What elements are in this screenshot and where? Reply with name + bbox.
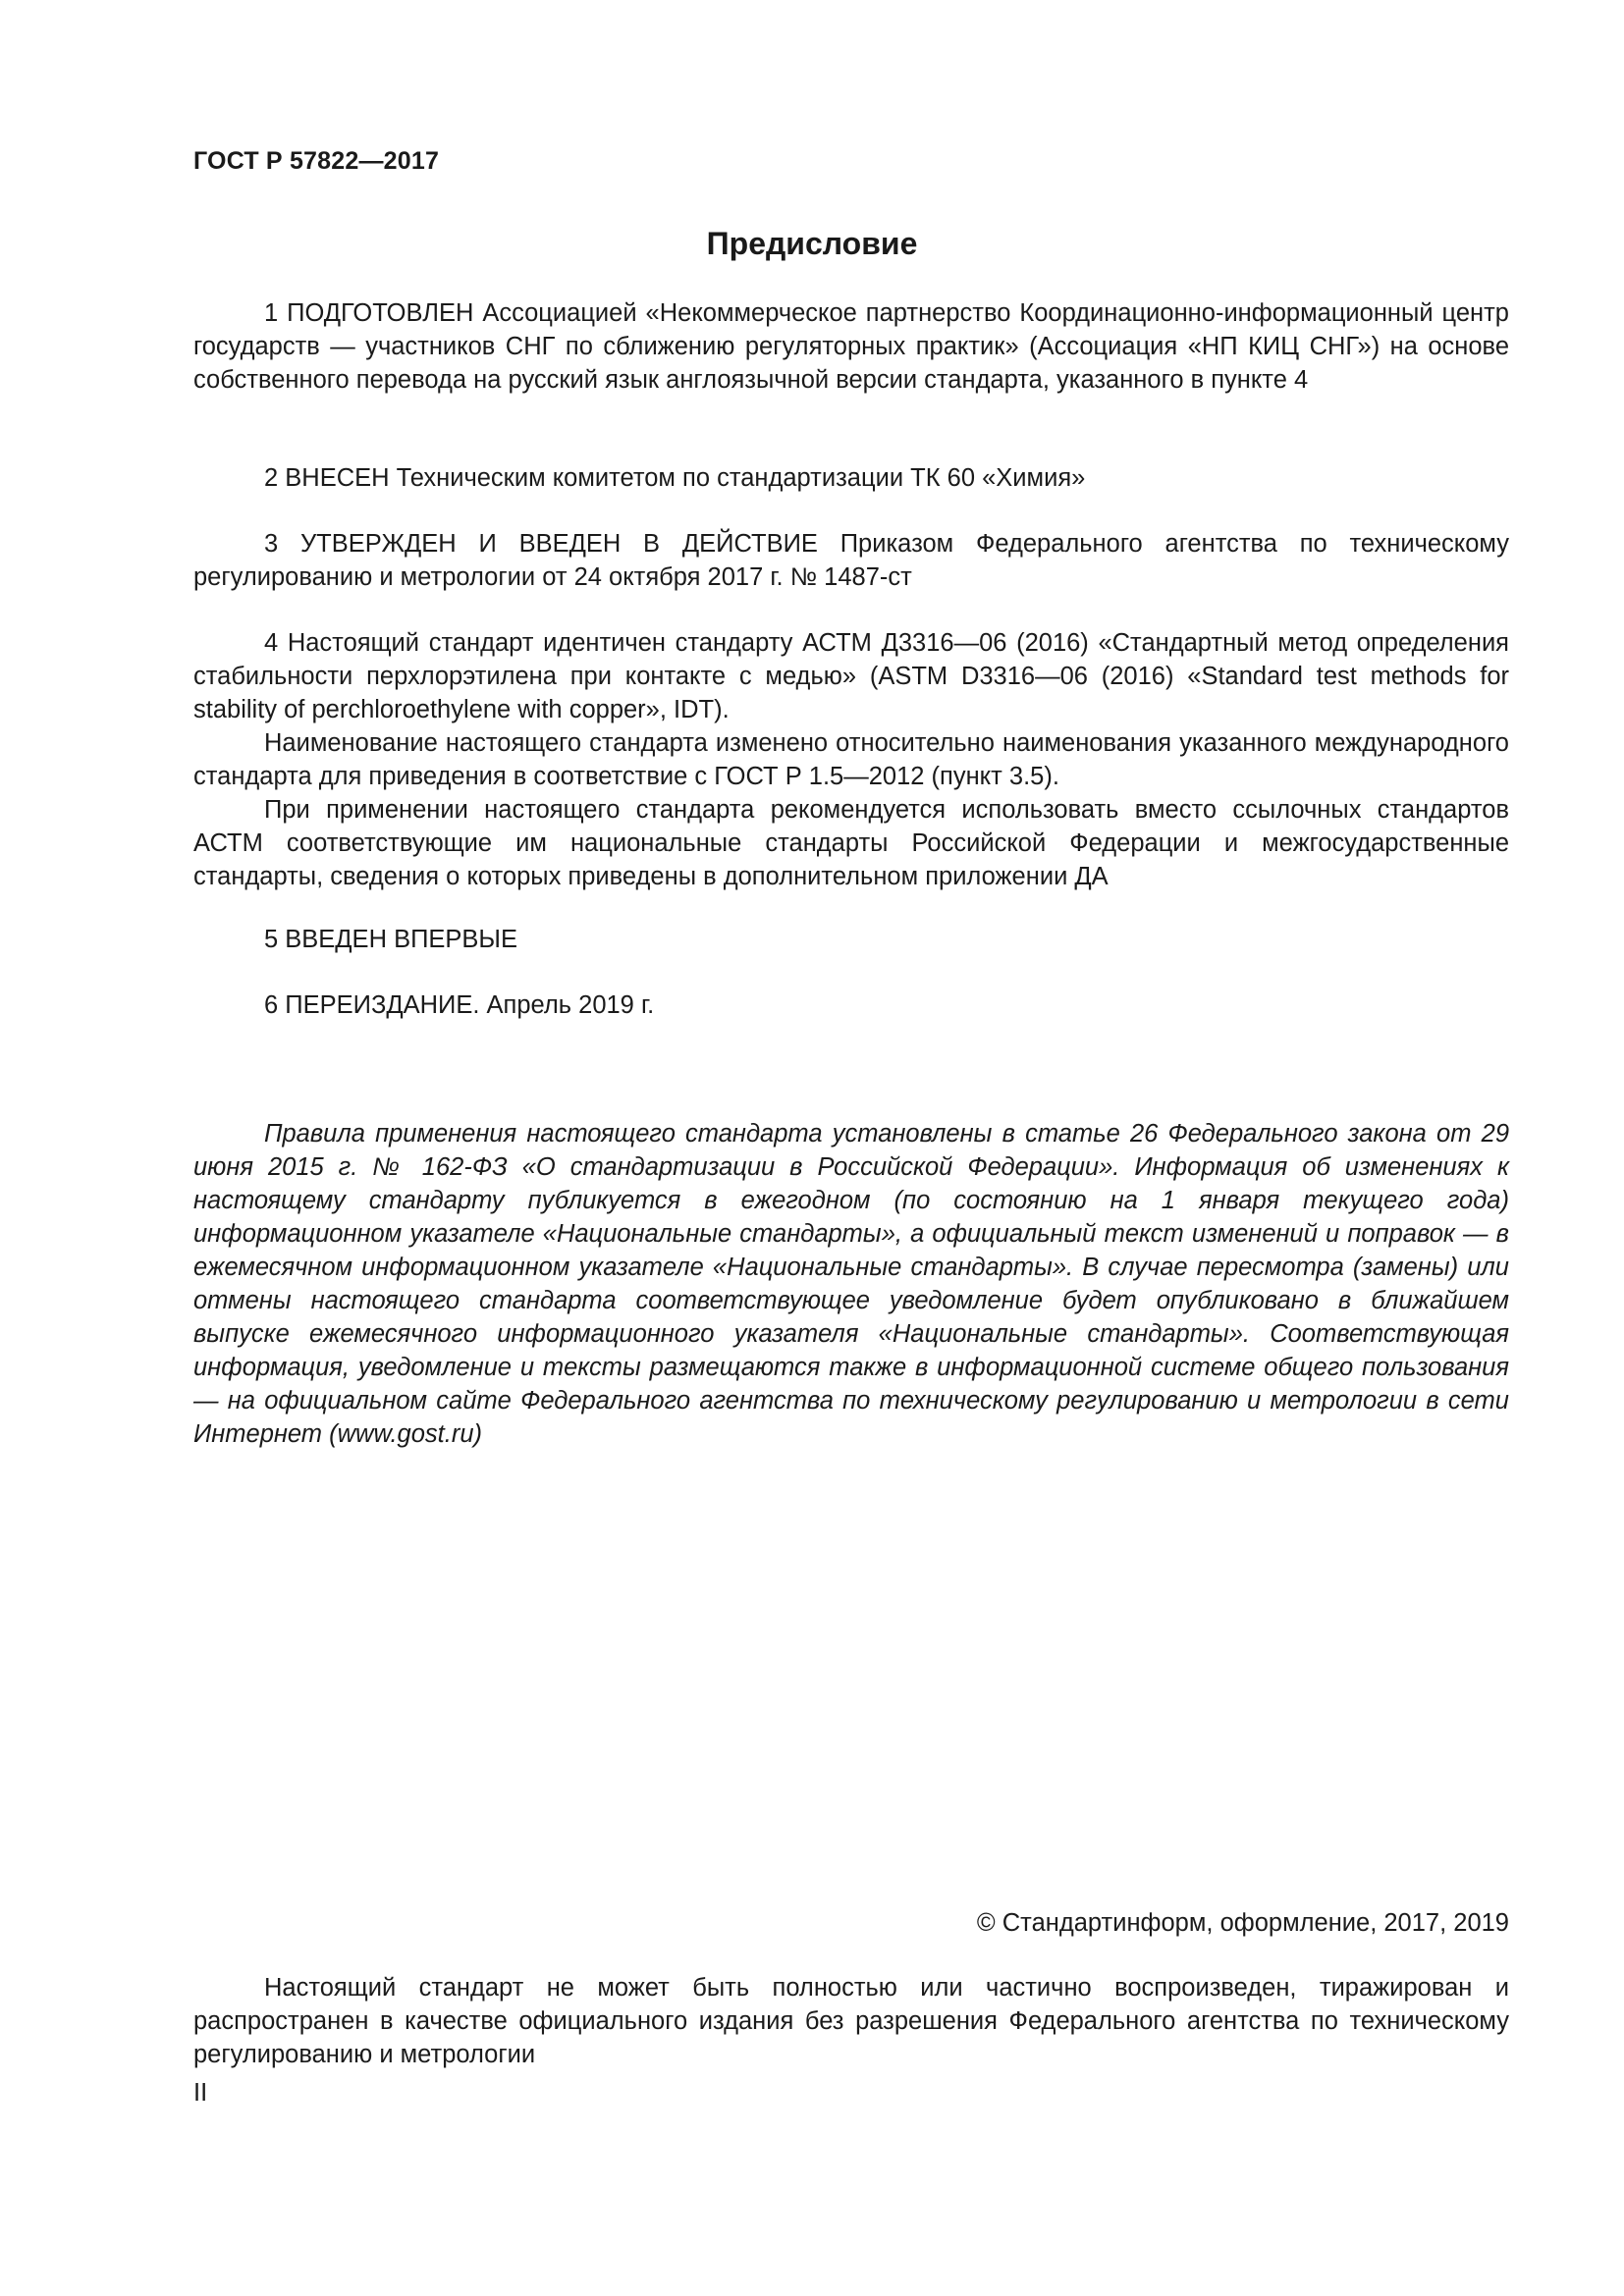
page-number: II — [193, 2079, 208, 2107]
foreword-item-4-paragraph-3: При применении настоящего стандарта рекомендуется использовать вместо ссылочных стандартов АСТМ соответствующие им национальные стандарты Российской Федерации и межгосударственные стандарты, сведения о которых приведены в дополнительном приложении ДА — [193, 796, 1509, 890]
page-title: Предисловие — [706, 226, 918, 261]
copyright-line: © Стандартинформ, оформление, 2017, 2019 — [976, 1909, 1509, 1937]
foreword-item-2-text: 2 ВНЕСЕН Техническим комитетом по стандартизации ТК 60 «Химия» — [264, 464, 1086, 492]
foreword-item-3-text: 3 УТВЕРЖДЕН И ВВЕДЕН В ДЕЙСТВИЕ Приказом Федерального агентства по техническому регулированию и метрологии от 24 октября 2017 г. № 1487-ст — [193, 530, 1509, 591]
application-rules-notice: Правила применения настоящего стандарта установлены в статье 26 Федерального закона от 29 июня 2015 г. № 162-ФЗ «О стандартизации в Российской Федерации». Информация об изменениях к настоящему стандарту публикуется в ежегодном (по состоянию на 1 января текущего года) информационном указателе «Национальные стандарты», а официальный текст изменений и поправок — в ежемесячном информационном указателе «Национальные стандарты». В случае пересмотра (замены) или отмены настоящего стандарта соответствующее уведомление будет опубликовано в ближайшем выпуске ежемесячного информационного указателя «Национальные стандарты». Соответствующая информация, уведомление и тексты размещаются также в информационной системе общего пользования — на официальном сайте Федерального агентства по техническому регулированию и метрологии в сети Интернет (www.gost.ru) — [193, 1120, 1509, 1448]
foreword-item-1 — [193, 296, 1509, 397]
foreword-item-1-text: 1 ПОДГОТОВЛЕН Ассоциацией «Некоммерческое партнерство Координационно-информационный центр государств — участников СНГ по сближению регуляторных практик» (Ассоциация «НП КИЦ СНГ») на основе собственного перевода на русский язык англоязычной версии стандарта, указанного в пункте 4 — [193, 299, 1509, 394]
foreword-item-2 — [193, 461, 1509, 495]
foreword-item-4 — [193, 626, 1509, 893]
foreword-item-5 — [193, 923, 1509, 956]
foreword-item-4-paragraph-1: 4 Настоящий стандарт идентичен стандарту АСТМ Д3316—06 (2016) «Стандартный метод определения стабильности перхлорэтилена при контакте с медью» (ASTM D3316—06 (2016) «Standard test methods for stability of perchloroethylene with copper», IDT). — [193, 629, 1509, 723]
foreword-item-4-paragraph-2: Наименование настоящего стандарта изменено относительно наименования указанного международного стандарта для приведения в соответствие с ГОСТ Р 1.5—2012 (пункт 3.5). — [193, 729, 1509, 790]
foreword-item-6-text: 6 ПЕРЕИЗДАНИЕ. Апрель 2019 г. — [264, 991, 655, 1019]
foreword-item-6 — [193, 988, 1509, 1022]
standard-code: ГОСТ Р 57822—2017 — [193, 147, 440, 175]
foreword-item-3 — [193, 527, 1509, 594]
reproduction-notice: Настоящий стандарт не может быть полностью или частично воспроизведен, тиражирован и распространен в качестве официального издания без разрешения Федерального агентства по техническому регулированию и метрологии — [193, 1974, 1509, 2068]
foreword-item-5-text: 5 ВВЕДЕН ВПЕРВЫЕ — [264, 926, 518, 953]
